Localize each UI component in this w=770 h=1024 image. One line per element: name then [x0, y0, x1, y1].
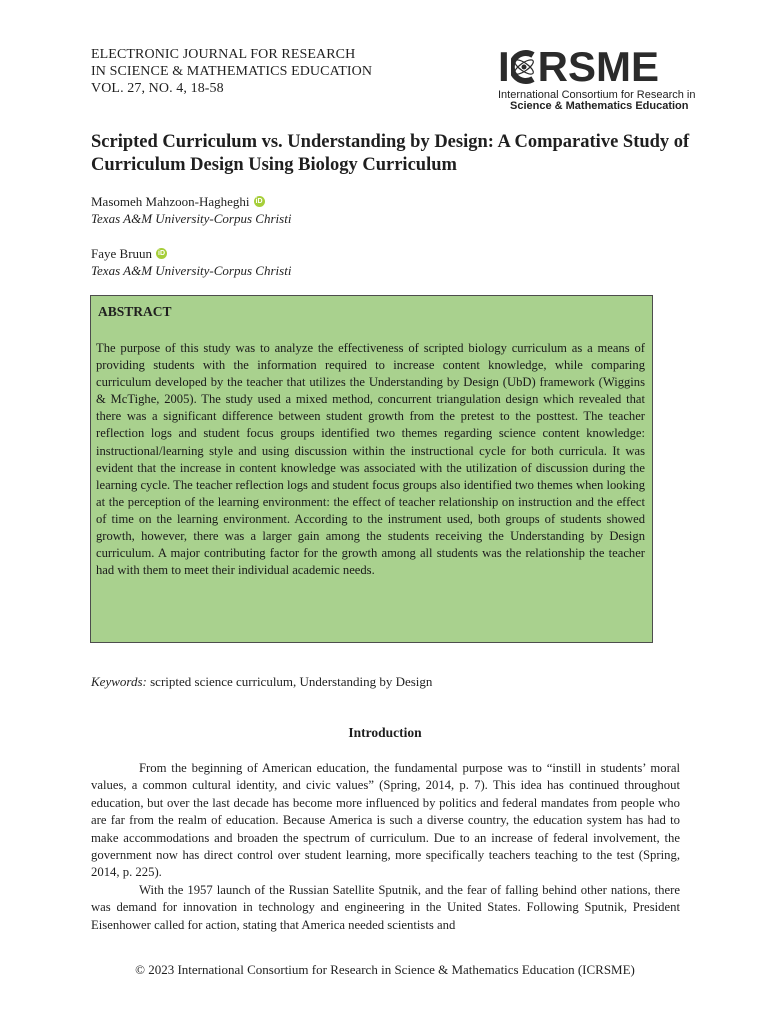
- journal-name-line2: IN SCIENCE & MATHEMATICS EDUCATION: [91, 64, 373, 79]
- copyright-footer: © 2023 International Consortium for Research in Science & Mathematics Education (ICRSME): [135, 962, 635, 977]
- orcid-icon[interactable]: iD: [158, 250, 166, 257]
- section-heading-introduction: Introduction: [348, 725, 422, 740]
- body-paragraph: From the beginning of American education, the fundamental purpose was to “instill in students’ moral values, a common cultural identity, and civic values” (Spring, 2014, p. 7). This idea has continued throughout education, but over the last decade has become more influenced by politics and federal mandates from people who are far from the realm of education. Because America is such a diverse country, the education system has had to make accommodations and broaden the spectrum of curriculum. Due to an increase of federal involvement, the government now has direct control over student learning, more specifically teachers teaching to the test (Spring, 2014, p. 225).: [91, 761, 680, 880]
- author-block-2: [91, 245, 291, 279]
- keywords: [91, 674, 432, 690]
- author-affiliation: Texas A&M University-Corpus Christi: [91, 263, 292, 278]
- introduction-body: [91, 760, 680, 934]
- journal-name-line1: ELECTRONIC JOURNAL FOR RESEARCH: [91, 47, 356, 62]
- author-affiliation: Texas A&M University-Corpus Christi: [91, 211, 292, 226]
- keywords-text: scripted science curriculum, Understanding by Design: [146, 674, 433, 689]
- logo-subtitle: International Consortium for Research in: [498, 89, 696, 101]
- paper-title: Scripted Curriculum vs. Understanding by Design: A Comparative Study of Curriculum Design Using Biology Curriculum: [91, 132, 690, 175]
- author-block-1: [91, 193, 291, 227]
- keywords-label: Keywords:: [91, 674, 147, 689]
- journal-header: [91, 46, 372, 97]
- atom-c-icon: [511, 47, 537, 87]
- abstract-text: The purpose of this study was to analyze the effectiveness of scripted biology curriculum as a means of providing students with the information required to increase content knowledge, while comparing curriculum developed by the teacher that utilizes the Understanding by Design (UbD) framework (Wiggins & McTighe, 2005). The study used a mixed method, concurrent triangulation design which revealed that there was a significant difference between student growth from the pretest to the posttest. The teacher reflection logs and student focus groups identified two themes regarding science content knowledge: instructional/learning style and using discussion within the instructional cycle for both curricula. It was evident that the increase in content knowledge was associated with the utilization of discussion during the learning cycle. The teacher reflection logs and student focus groups also identified two themes when looking at the perception of the learning environment: the effect of teacher relationship on instruction and the effect of time on the learning environment. According to the instrument used, both groups of students showed growth, however, there was a larger gain among the students receiving the Understanding by Design curriculum. A major contributing factor for the growth among all students was the relationship the teacher had with them to meet their individual academic needs.: [96, 341, 645, 578]
- author-name: Faye Bruun: [91, 246, 153, 261]
- logo-letters: RSME: [537, 43, 660, 90]
- abstract-heading: ABSTRACT: [98, 304, 172, 319]
- body-paragraph: With the 1957 launch of the Russian Satellite Sputnik, and the fear of falling behind other nations, there was demand for innovation in technology and engineering in the United States. Following Sputnik, President Eisenhower called for action, stating that America needed scientists and: [91, 882, 680, 932]
- logo-mark: [498, 43, 688, 90]
- author-name: Masomeh Mahzoon-Hagheghi: [91, 194, 250, 209]
- logo-letter-i: I: [498, 43, 510, 90]
- orcid-icon[interactable]: iD: [255, 198, 263, 205]
- journal-volume: VOL. 27, NO. 4, 18-58: [91, 81, 224, 96]
- icrsme-logo: [498, 43, 696, 112]
- abstract-box: [90, 295, 653, 643]
- logo-subtitle-bold: Science & Mathematics Education: [510, 100, 689, 112]
